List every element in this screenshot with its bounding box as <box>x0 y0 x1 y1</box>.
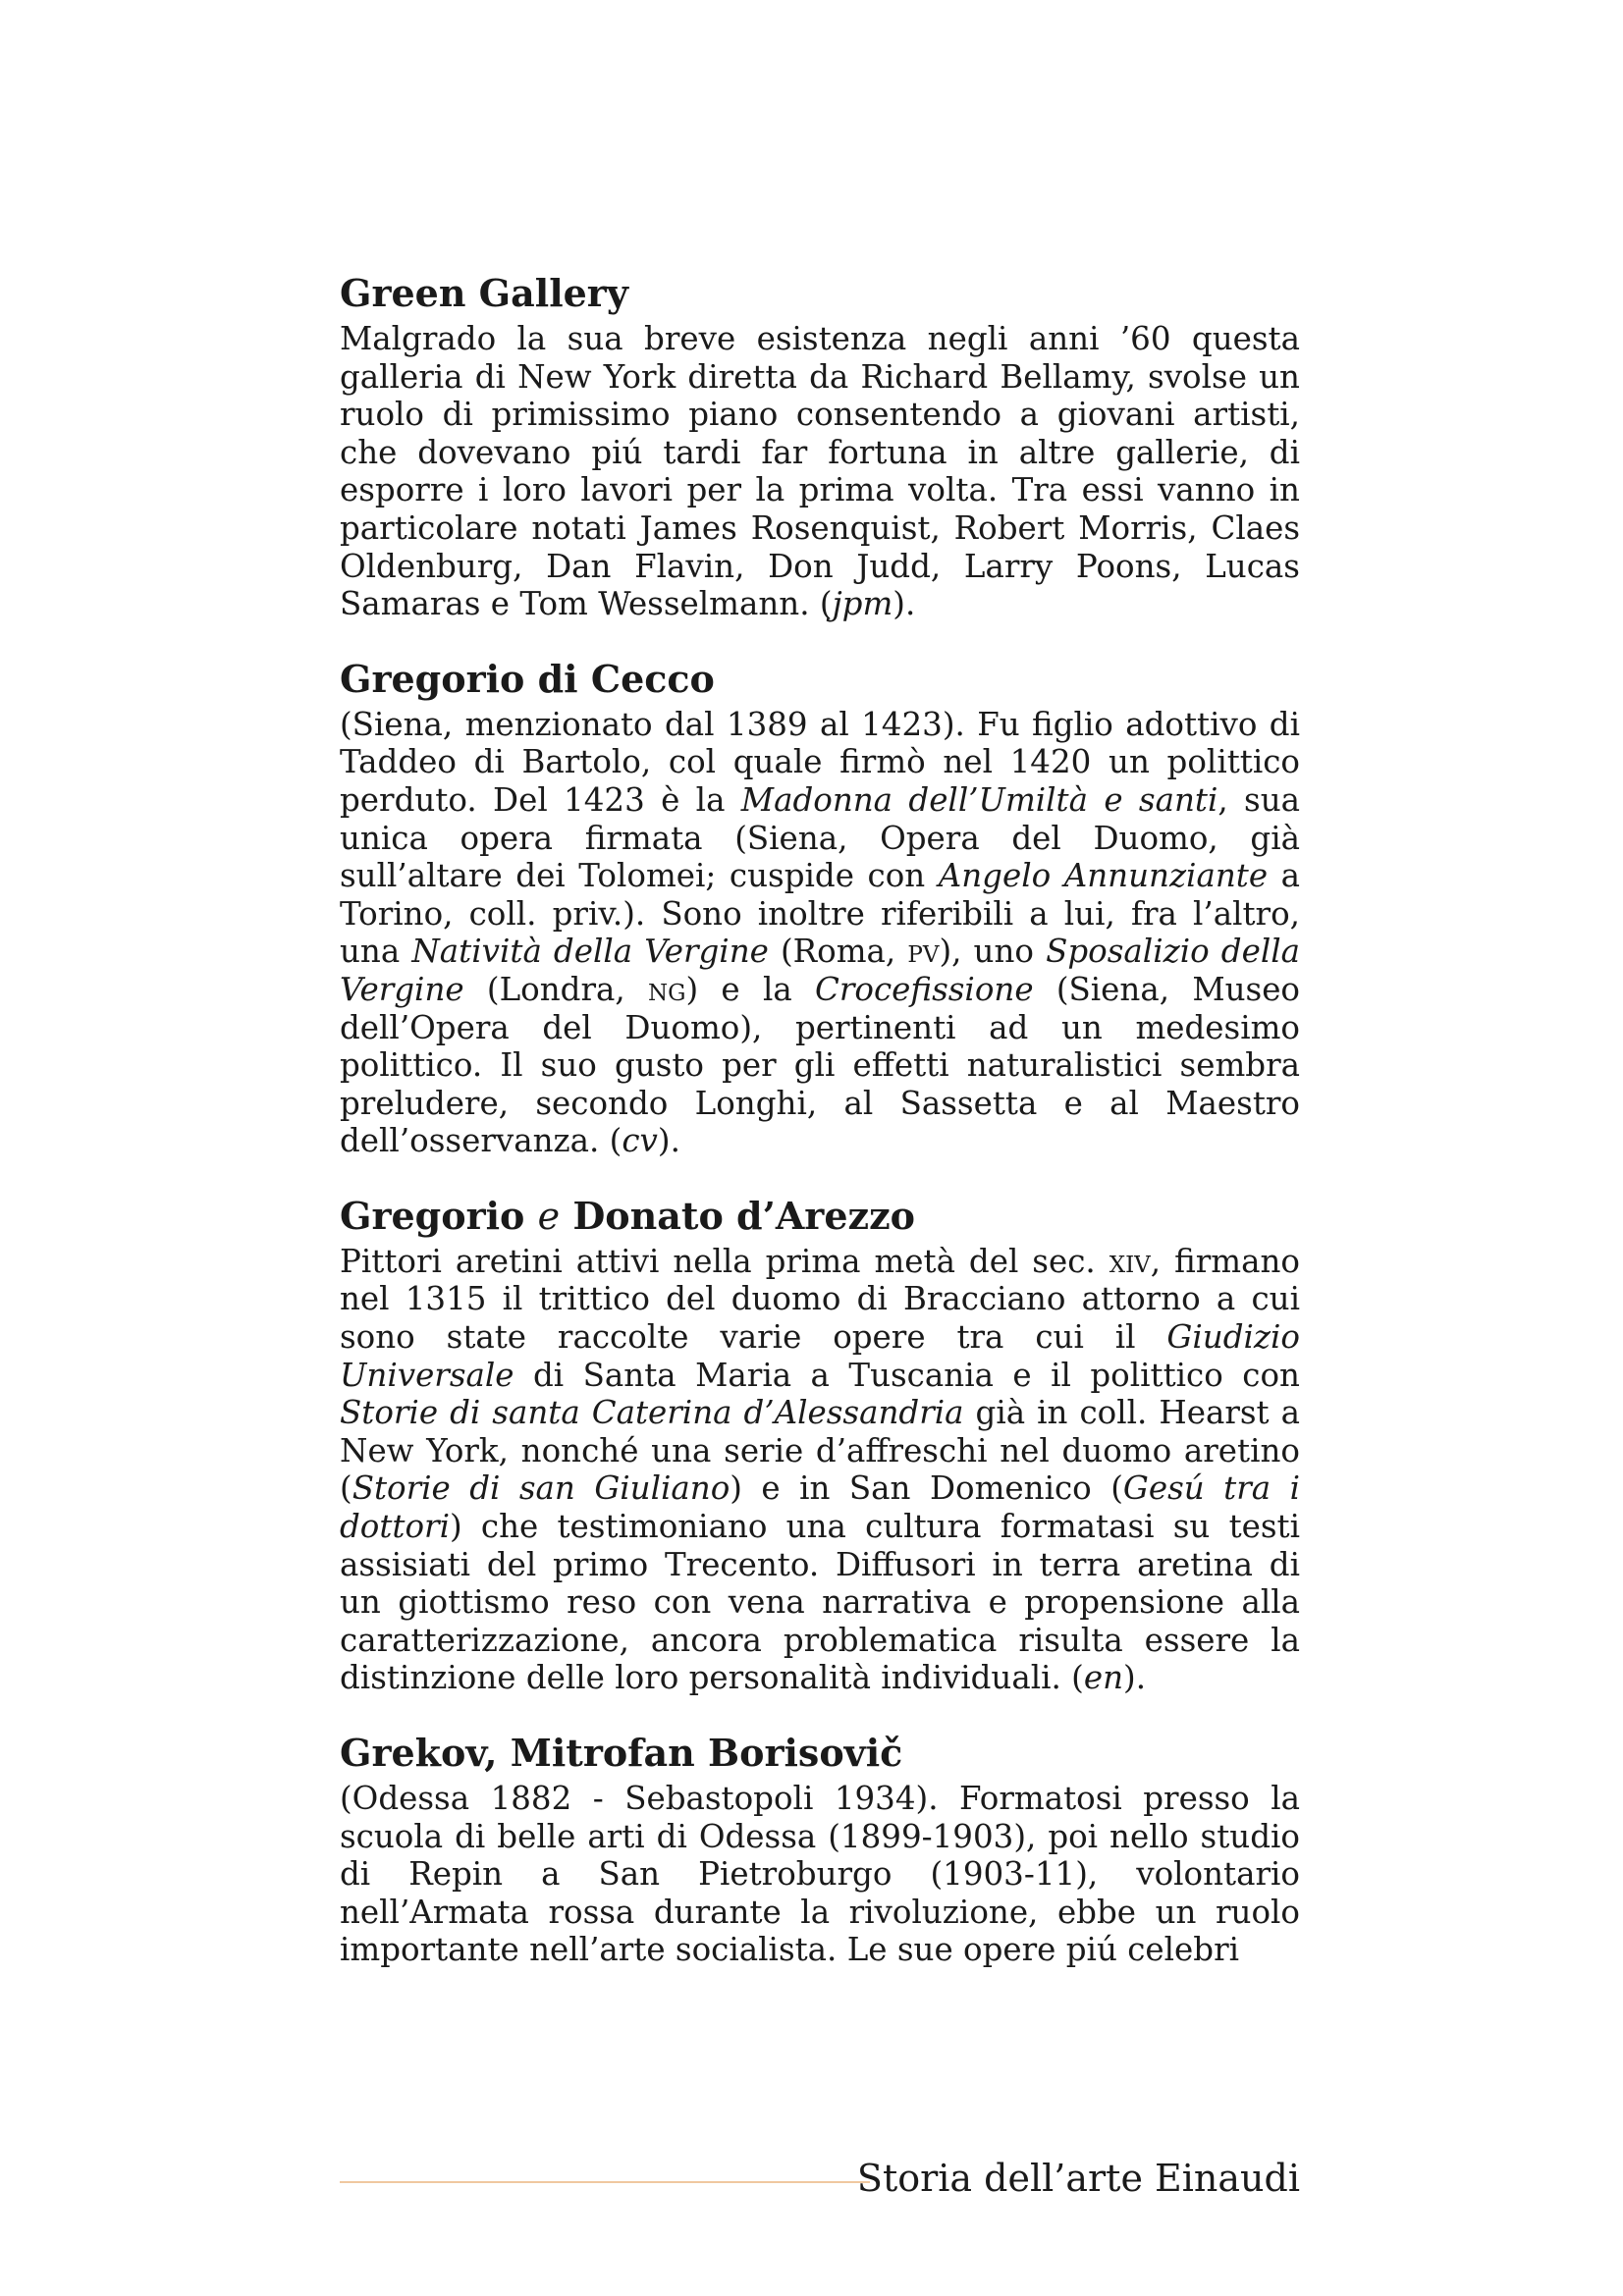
page-footer <box>340 2156 1300 2203</box>
entry-gregorio-e-donato <box>340 1194 1300 1697</box>
entry-title: Gregorio di Cecco <box>340 656 715 701</box>
entry-body: Pittori aretini attivi nella prima metà del sec. xiv, firmano nel 1315 il trittico del duomo di Bracciano attorno a cui sono state raccolte varie opere tra cui il Giudizio Universale di Santa Maria a Tuscania e il polittico con Storie di santa Caterina d’Alessandria già in coll. Hearst a New York, nonché una serie d’affreschi nel duomo aretino (Storie di san Giuliano) e in San Domenico (Gesú tra i dottori) che testimoniano una cultura formatasi su testi assisiati del primo Trecento. Diffusori in terra aretina di un giottismo reso con vena narrativa e propensione alla caratterizzazione, ancora problematica risulta essere la distinzione delle loro personalità individuali. (en). <box>340 1242 1300 1697</box>
footer-rule <box>340 2181 870 2183</box>
document-page <box>340 271 1300 2002</box>
entry-green-gallery <box>340 271 1300 623</box>
entry-title: Green Gallery <box>340 271 628 315</box>
entry-body: (Siena, menzionato dal 1389 al 1423). Fu figlio adottivo di Taddeo di Bartolo, col quale firmò nel 1420 un polittico perduto. Del 1423 è la Madonna dell’Umiltà e santi, sua unica opera firmata (Siena, Opera del Duomo, già sull’altare dei Tolomei; cuspide con Angelo Annunziante a Torino, coll. priv.). Sono inoltre riferibili a lui, fra l’altro, una Natività della Vergine (Roma, pv), uno Sposalizio della Vergine (Londra, ng) e la Crocefissione (Siena, Museo dell’Opera del Duomo), pertinenti ad un medesimo polittico. Il suo gusto per gli effetti naturalistici sembra preludere, secondo Longhi, al Sassetta e al Maestro dell’osservanza. (cv). <box>340 705 1301 1160</box>
entry-grekov <box>340 1731 1300 1969</box>
entry-body: (Odessa 1882 - Sebastopoli 1934). Formatosi presso la scuola di belle arti di Odessa (1899-1903), poi nello studio di Repin a San Pietroburgo (1903-11), volontario nell’Armata rossa durante la rivoluzione, ebbe un ruolo importante nell’arte socialista. Le sue opere piú celebri <box>340 1780 1300 1969</box>
entry-gregorio-di-cecco <box>340 657 1300 1160</box>
footer-publication-title: Storia dell’arte Einaudi <box>856 2157 1300 2200</box>
entry-title: Grekov, Mitrofan Borisovič <box>340 1731 903 1775</box>
entry-title: Gregorio e Donato d’Arezzo <box>340 1193 915 1238</box>
entry-body: Malgrado la sua breve esistenza negli anni ’60 questa galleria di New York diretta da Richard Bellamy, svolse un ruolo di primissimo piano consentendo a giovani artisti, che dovevano piú tardi far fortuna in altre gallerie, di esporre i loro lavori per la prima volta. Tra essi vanno in particolare notati James Rosenquist, Robert Morris, Claes Oldenburg, Dan Flavin, Don Judd, Larry Poons, Lucas Samaras e Tom Wesselmann. (jpm). <box>340 320 1300 623</box>
